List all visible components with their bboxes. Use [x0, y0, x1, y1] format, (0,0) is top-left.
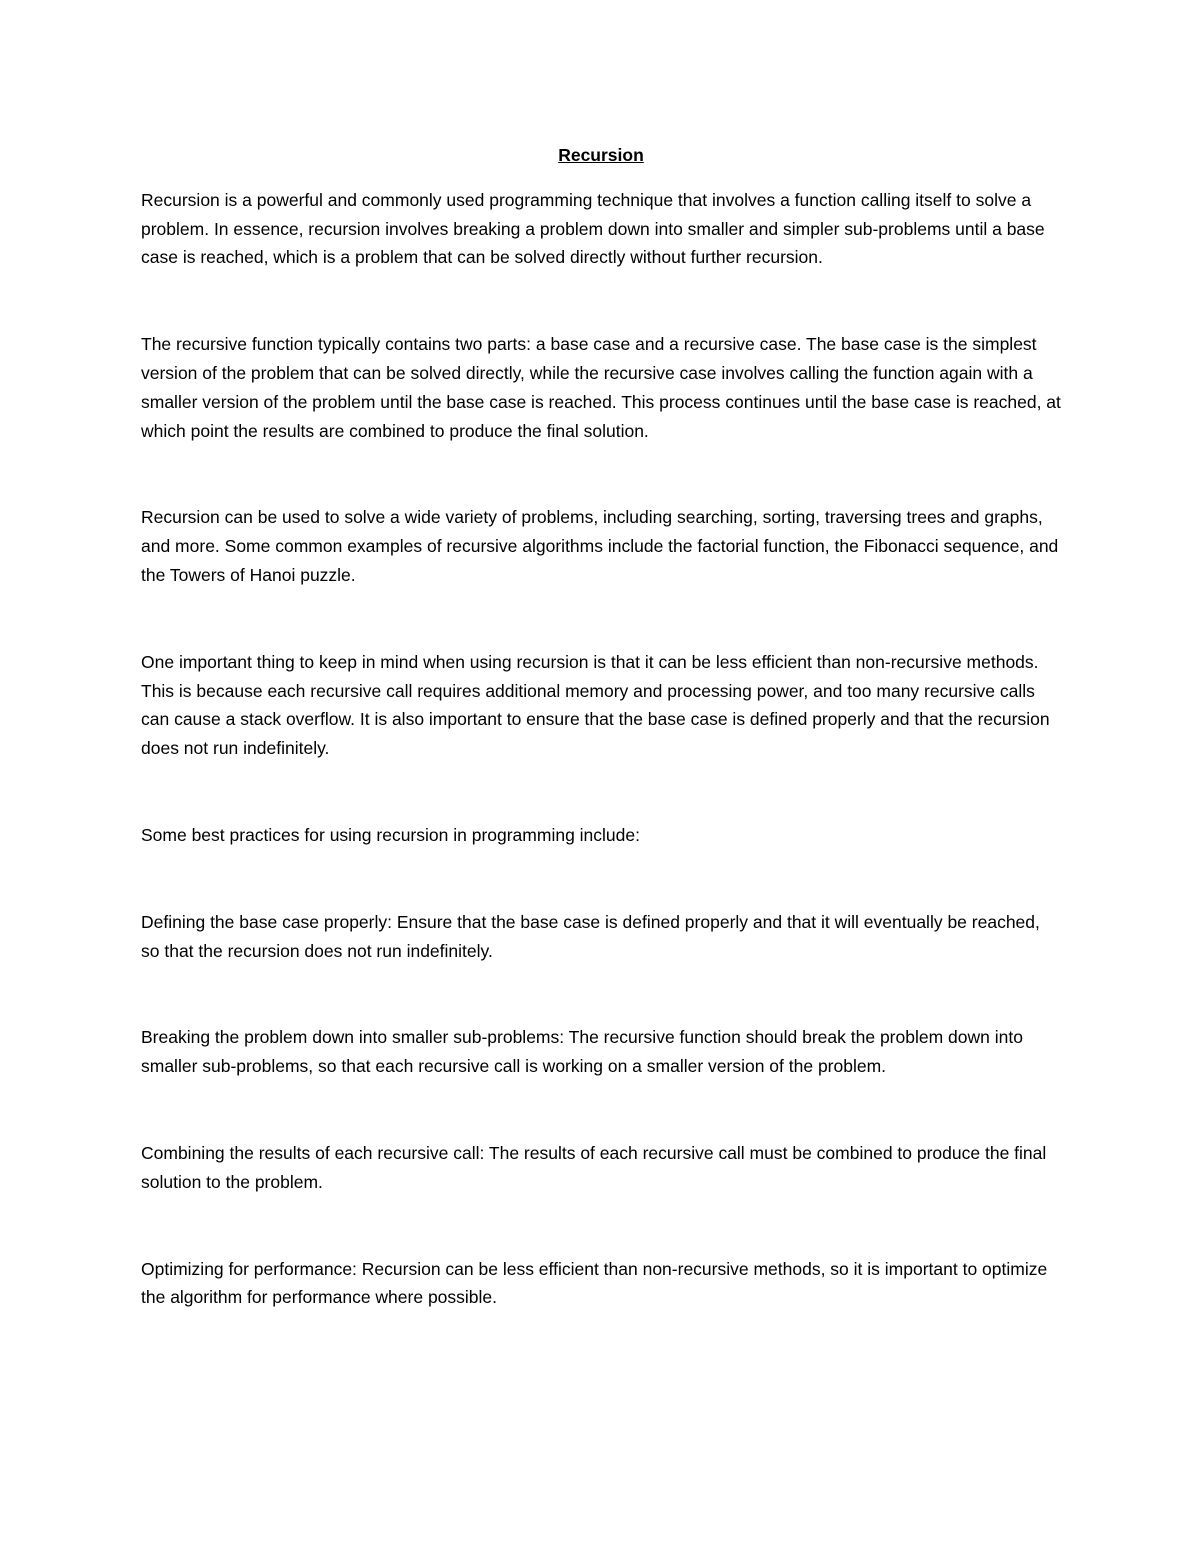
paragraph-intro: Recursion is a powerful and commonly used programming technique that involves a function calling itself to solve a problem. In essence, recursion involves breaking a problem down into smaller and simpler sub-problems until a base case is reached, which is a problem that can be solved directly without further recursion.: [141, 189, 1045, 268]
paragraph-efficiency: One important thing to keep in mind when using recursion is that it can be less efficient than non-recursive methods. This is because each recursive call requires additional memory and processing power, and too many recursive calls can cause a stack overflow. It is also important to ensure that the base case is defined properly and that the recursion does not run indefinitely.: [141, 651, 1050, 759]
document-body: [141, 141, 1061, 1312]
paragraph-practice-performance: Optimizing for performance: Recursion can be less efficient than non-recursive methods, so it is important to optimize the algorithm for performance where possible.: [141, 1258, 1048, 1308]
paragraph-practice-base-case: Defining the base case properly: Ensure that the base case is defined properly and that it will eventually be reached, so that the recursion does not run indefinitely.: [141, 911, 1040, 961]
paragraph-best-practices-intro: Some best practices for using recursion in programming include:: [141, 824, 640, 845]
paragraph-function-parts: The recursive function typically contains two parts: a base case and a recursive case. The base case is the simplest version of the problem that can be solved directly, while the recursive case involves calling the function again with a smaller version of the problem until the base case is reached. This process continues until the base case is reached, at which point the results are combined to produce the final solution.: [141, 334, 1061, 441]
document-title: Recursion: [558, 145, 644, 165]
paragraph-practice-subproblems: Breaking the problem down into smaller sub-problems: The recursive function should break the problem down into smaller sub-problems, so that each recursive call is working on a smaller version of the problem.: [141, 1027, 1023, 1077]
paragraph-practice-combining: Combining the results of each recursive call: The results of each recursive call must be combined to produce the final solution to the problem.: [141, 1142, 1047, 1192]
paragraph-applications: Recursion can be used to solve a wide variety of problems, including searching, sorting, traversing trees and graphs, and more. Some common examples of recursive algorithms include the factorial function, the Fibonacci sequence, and the Towers of Hanoi puzzle.: [141, 507, 1059, 585]
